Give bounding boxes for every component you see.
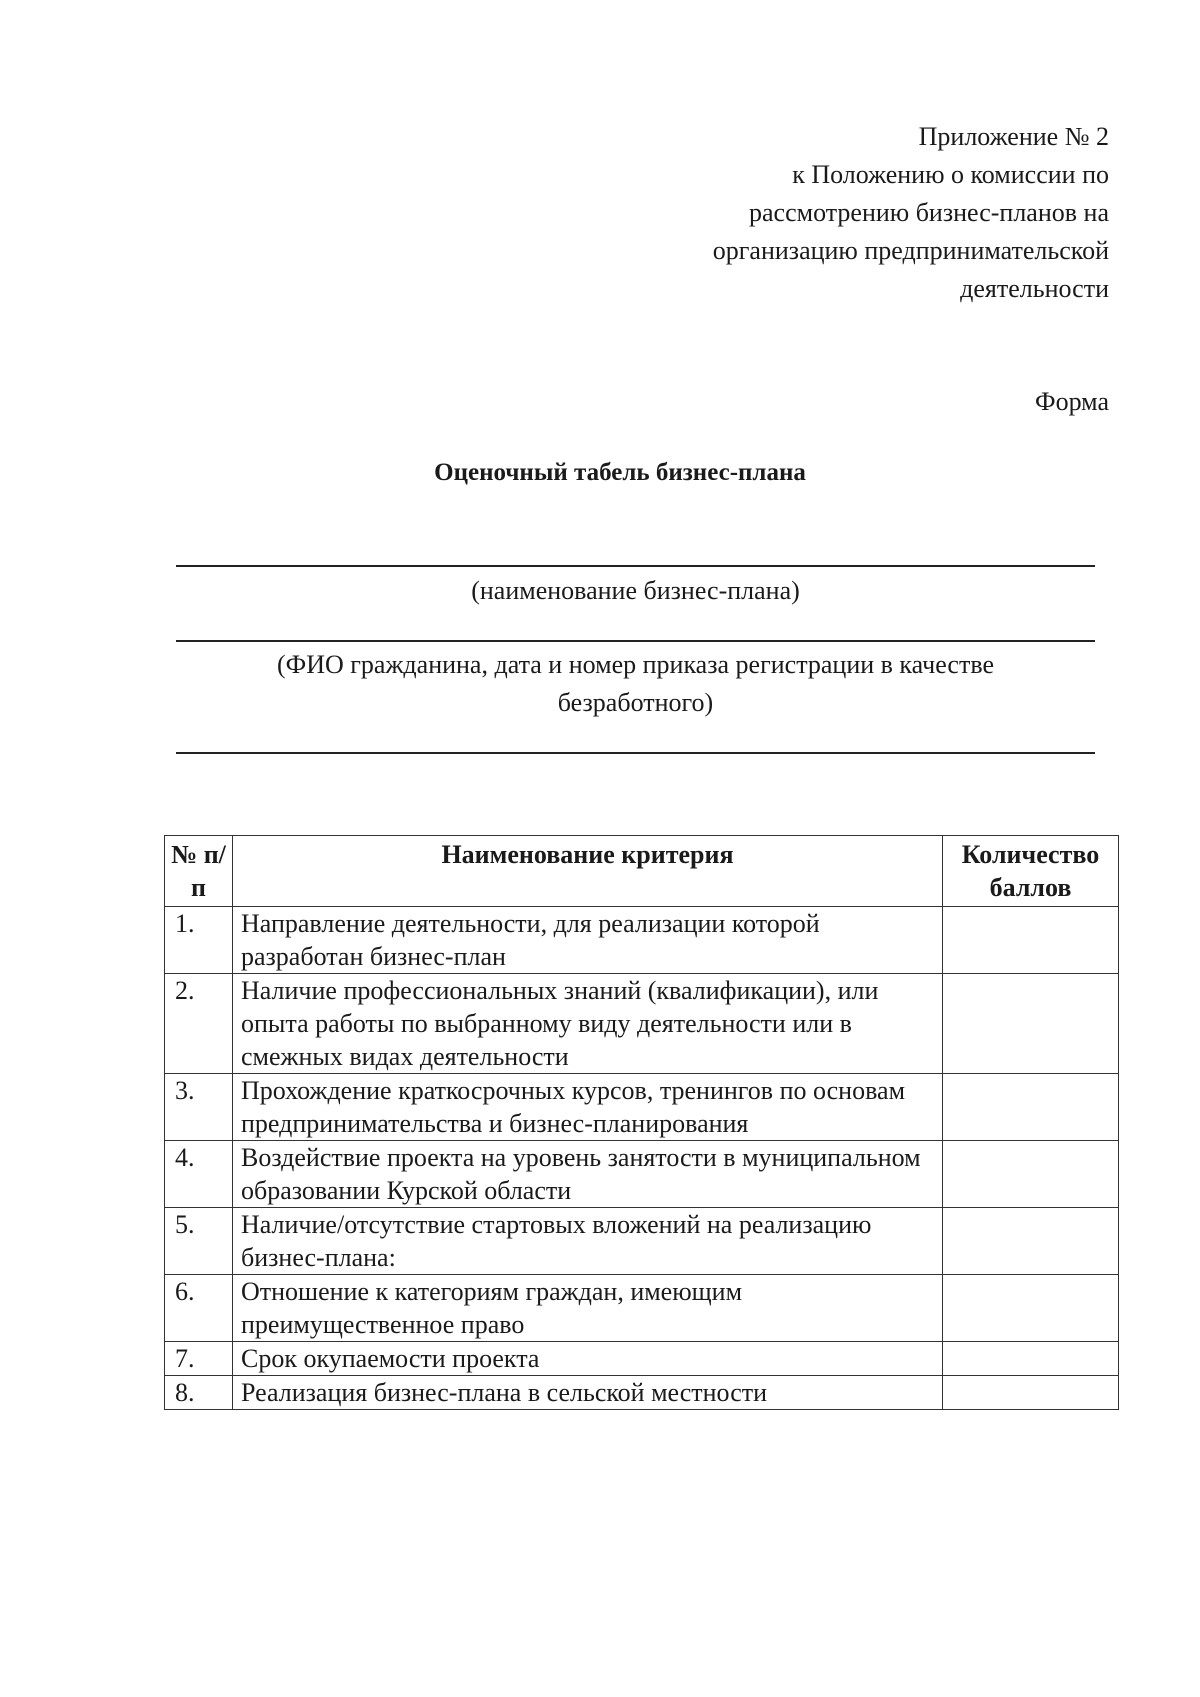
- criterion-name: Реализация бизнес-плана в сельской местности: [233, 1376, 943, 1410]
- criterion-name: Наличие/отсутствие стартовых вложений на реализацию бизнес-плана:: [233, 1208, 943, 1275]
- table-row: [165, 907, 1119, 974]
- appendix-header: [549, 118, 1109, 308]
- table-row: [165, 1141, 1119, 1208]
- bottom-blank-line: [176, 752, 1095, 754]
- document-title: Оценочный табель бизнес-плана: [434, 459, 806, 486]
- table-row: [165, 1342, 1119, 1376]
- row-number: 4.: [165, 1141, 233, 1208]
- table-row: [165, 1074, 1119, 1141]
- appendix-line: деятельности: [960, 274, 1109, 303]
- table-row: [165, 1376, 1119, 1410]
- table-row: [165, 1275, 1119, 1342]
- score-cell[interactable]: [943, 1074, 1119, 1141]
- criterion-name: Воздействие проекта на уровень занятости в муниципальном образовании Курской области: [233, 1141, 943, 1208]
- score-cell[interactable]: [943, 1275, 1119, 1342]
- plan-name-blank-line: [176, 565, 1095, 567]
- score-cell[interactable]: [943, 974, 1119, 1074]
- score-cell[interactable]: [943, 1376, 1119, 1410]
- table-header-row: [165, 836, 1119, 907]
- appendix-line: рассмотрению бизнес-планов на: [749, 198, 1109, 227]
- appendix-line: Приложение № 2: [918, 122, 1109, 151]
- applicant-caption-line: (ФИО гражданина, дата и номер приказа регистрации в качестве: [277, 650, 994, 679]
- score-cell[interactable]: [943, 907, 1119, 974]
- score-cell[interactable]: [943, 1342, 1119, 1376]
- row-number: 7.: [165, 1342, 233, 1376]
- applicant-caption-line: безработного): [557, 688, 714, 717]
- row-number: 3.: [165, 1074, 233, 1141]
- applicant-caption: [176, 646, 1095, 722]
- criterion-name: Срок окупаемости проекта: [233, 1342, 943, 1376]
- score-cell[interactable]: [943, 1208, 1119, 1275]
- criterion-name: Отношение к категориям граждан, имеющим преимущественное право: [233, 1275, 943, 1342]
- table-row: [165, 1208, 1119, 1275]
- row-number: 2.: [165, 974, 233, 1074]
- row-number: 5.: [165, 1208, 233, 1275]
- appendix-line: организацию предпринимательской: [712, 236, 1109, 265]
- table-row: [165, 974, 1119, 1074]
- criteria-table: [164, 835, 1119, 1410]
- criterion-name: Прохождение краткосрочных курсов, тренингов по основам предпринимательства и бизнес-планирования: [233, 1074, 943, 1141]
- criterion-name: Направление деятельности, для реализации которой разработан бизнес-план: [233, 907, 943, 974]
- score-cell[interactable]: [943, 1141, 1119, 1208]
- column-header-score: Количество баллов: [943, 836, 1119, 907]
- criterion-name: Наличие профессиональных знаний (квалификации), или опыта работы по выбранному виду деятельности или в смежных видах деятельности: [233, 974, 943, 1074]
- appendix-line: к Положению о комиссии по: [792, 160, 1109, 189]
- plan-name-caption: (наименование бизнес-плана): [471, 576, 800, 605]
- applicant-blank-line: [176, 640, 1095, 642]
- column-header-num: № п/п: [165, 836, 233, 907]
- row-number: 1.: [165, 907, 233, 974]
- column-header-name: Наименование критерия: [233, 836, 943, 907]
- row-number: 8.: [165, 1376, 233, 1410]
- form-label: Форма: [1035, 387, 1109, 416]
- row-number: 6.: [165, 1275, 233, 1342]
